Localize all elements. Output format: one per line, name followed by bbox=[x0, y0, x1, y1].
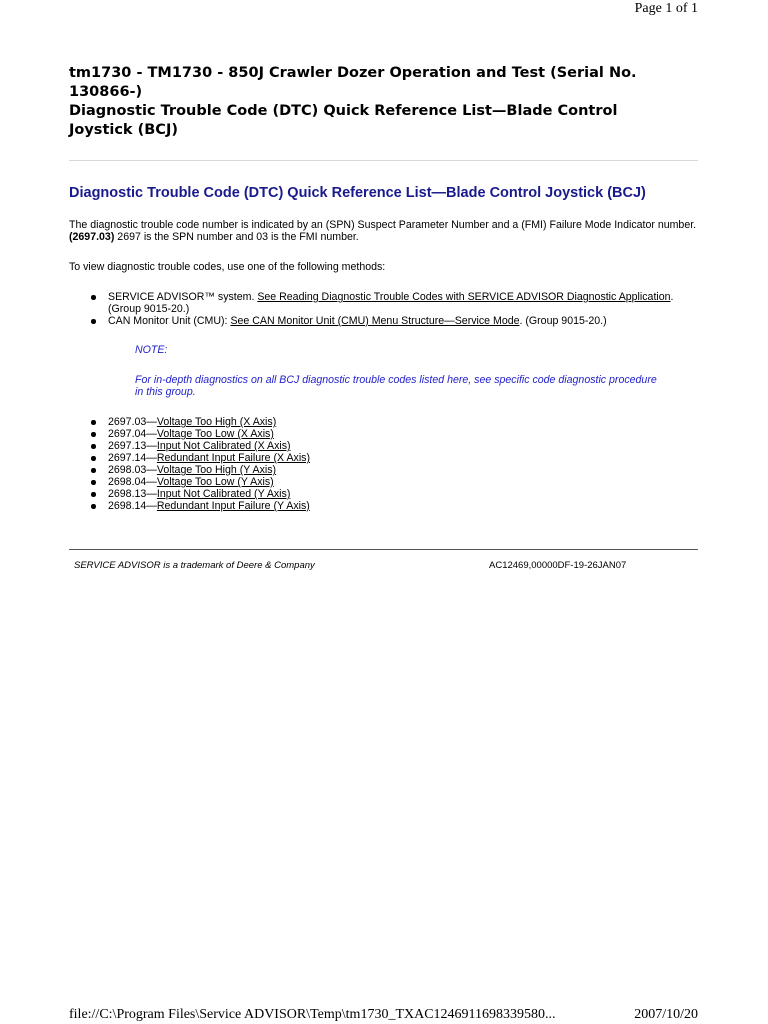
document-title-line: tm1730 - TM1730 - 850J Crawler Dozer Operation and Test (Serial No. bbox=[69, 65, 637, 81]
list-item bbox=[69, 291, 699, 315]
footer-date: 2007/10/20 bbox=[634, 1007, 698, 1022]
intro-text-end: 2697 is the SPN number and 03 is the FMI number. bbox=[114, 231, 359, 243]
dtc-code: 2697.14— bbox=[108, 452, 157, 464]
dtc-code: 2697.04— bbox=[108, 428, 157, 440]
method-prefix: CAN Monitor Unit (CMU): bbox=[108, 315, 231, 327]
list-item bbox=[69, 476, 699, 488]
list-item bbox=[69, 440, 699, 452]
example-code: (2697.03) bbox=[69, 231, 115, 243]
dtc-link[interactable]: Voltage Too High (Y Axis) bbox=[156, 464, 277, 476]
list-item bbox=[69, 416, 699, 428]
dtc-code: 2698.13— bbox=[108, 488, 157, 500]
method-prefix: SERVICE ADVISOR™ system. bbox=[108, 291, 258, 303]
list-item bbox=[69, 428, 699, 440]
method-suffix: . (Group 9015-20.) bbox=[108, 291, 674, 315]
dtc-link[interactable]: Input Not Calibrated (Y Axis) bbox=[156, 488, 291, 500]
methods-lead-text: To view diagnostic trouble codes, use one of the following methods: bbox=[69, 261, 386, 273]
document-title-line: Diagnostic Trouble Code (DTC) Quick Reference List—Blade Control bbox=[69, 103, 618, 119]
dtc-link[interactable]: Voltage Too High (X Axis) bbox=[156, 416, 277, 428]
intro-text: The diagnostic trouble code number is indicated by an (SPN) Suspect Parameter Number and a (FMI) Failure Mode Indicator number. bbox=[69, 219, 697, 231]
dtc-link[interactable]: Input Not Calibrated (X Axis) bbox=[156, 440, 291, 452]
list-item bbox=[69, 488, 699, 500]
list-item bbox=[69, 464, 699, 476]
dtc-code: 2698.04— bbox=[108, 476, 157, 488]
method-suffix: . (Group 9015-20.) bbox=[519, 315, 607, 327]
footer-file-path: file://C:\Program Files\Service ADVISOR\Temp\tm1730_TXAC1246911698339580... bbox=[69, 1007, 556, 1022]
dtc-code: 2697.03— bbox=[108, 416, 157, 428]
dtc-link[interactable]: Redundant Input Failure (Y Axis) bbox=[156, 500, 310, 512]
cmu-menu-link[interactable]: See CAN Monitor Unit (CMU) Menu Structure—Service Mode bbox=[230, 315, 520, 327]
document-title-line: Joystick (BCJ) bbox=[69, 122, 178, 138]
section-heading: Diagnostic Trouble Code (DTC) Quick Reference List—Blade Control Joystick (BCJ) bbox=[69, 185, 646, 201]
dtc-link[interactable]: Voltage Too Low (Y Axis) bbox=[156, 476, 274, 488]
dtc-code: 2698.14— bbox=[108, 500, 157, 512]
page-number: Page 1 of 1 bbox=[634, 1, 698, 16]
dtc-code: 2698.03— bbox=[108, 464, 157, 476]
note-label: NOTE: bbox=[135, 344, 168, 356]
dtc-list bbox=[69, 416, 699, 512]
list-item bbox=[69, 452, 699, 464]
service-advisor-link[interactable]: See Reading Diagnostic Trouble Codes with SERVICE ADVISOR Diagnostic Application bbox=[257, 291, 671, 303]
dtc-link[interactable]: Voltage Too Low (X Axis) bbox=[156, 428, 274, 440]
methods-list bbox=[69, 291, 699, 327]
intro-paragraph bbox=[69, 219, 699, 243]
dtc-link[interactable]: Redundant Input Failure (X Axis) bbox=[156, 452, 310, 464]
document-title-line: 130866-) bbox=[69, 84, 143, 100]
reference-id: AC12469,00000DF-19-26JAN07 bbox=[489, 560, 627, 571]
document-title bbox=[69, 64, 709, 140]
list-item bbox=[69, 500, 699, 512]
dtc-code: 2697.13— bbox=[108, 440, 157, 452]
top-divider bbox=[69, 160, 698, 161]
bottom-divider bbox=[69, 549, 698, 550]
note-text: For in-depth diagnostics on all BCJ diagnostic trouble codes listed here, see specific code diagnostic procedure in this group. bbox=[135, 374, 657, 398]
list-item bbox=[69, 315, 699, 327]
trademark-notice: SERVICE ADVISOR is a trademark of Deere & Company bbox=[74, 560, 315, 571]
